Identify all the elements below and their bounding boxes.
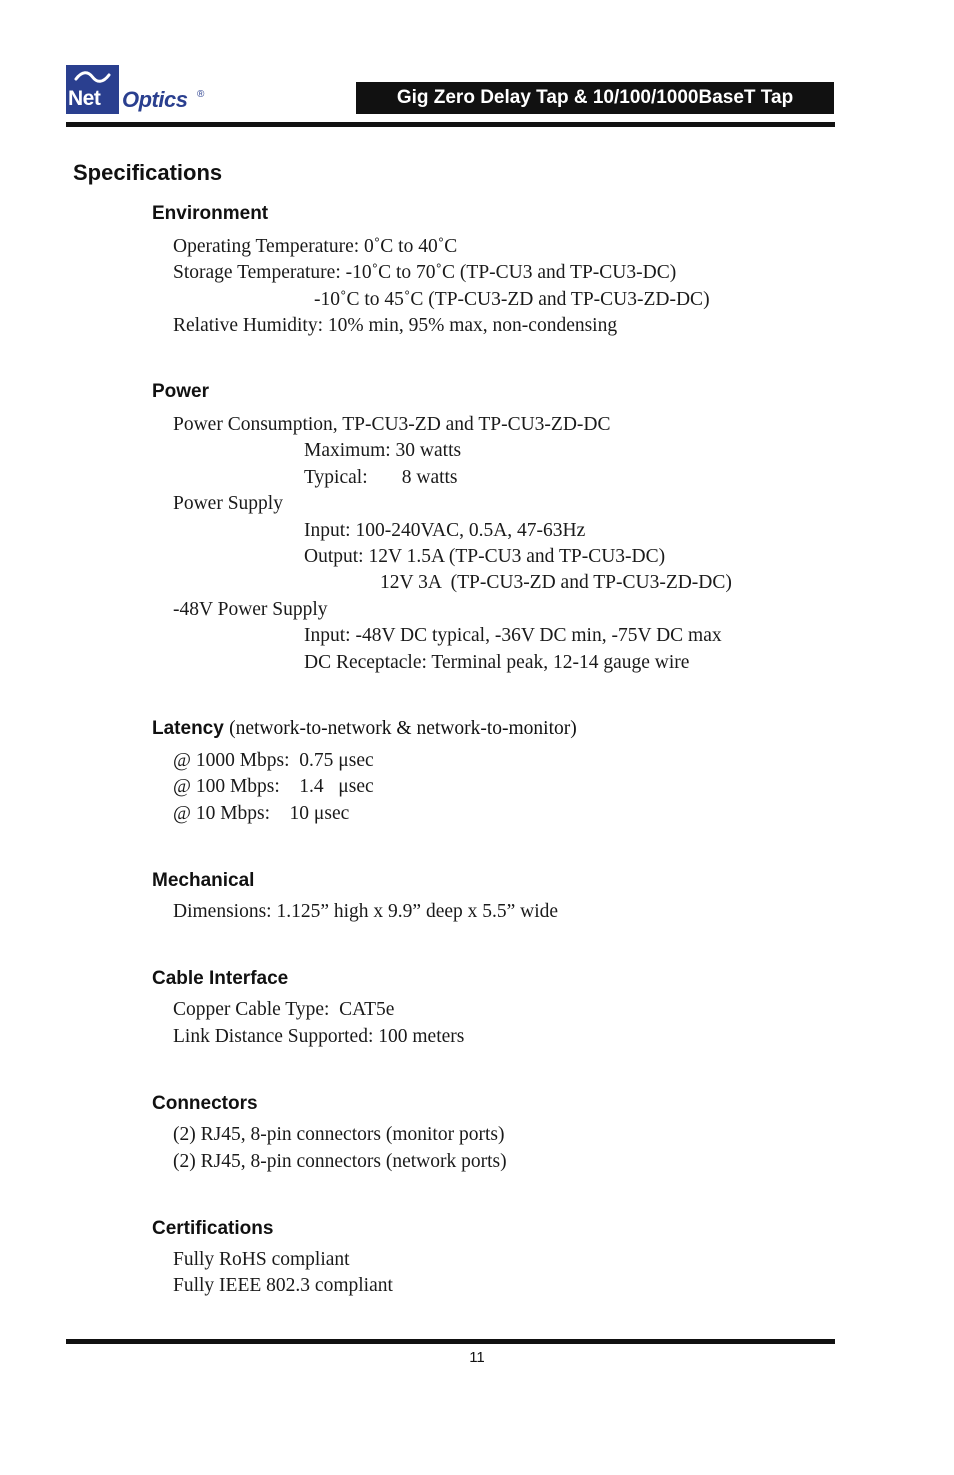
power-line: DC Receptacle: Terminal peak, 12-14 gauge wire: [304, 652, 690, 673]
environment-line: Storage Temperature: -10˚C to 70˚C (TP-CU3 and TP-CU3-DC): [173, 262, 677, 283]
latency-heading-text: Latency: [152, 718, 224, 739]
certifications-line: Fully RoHS compliant: [173, 1249, 350, 1270]
section-heading-mechanical: Mechanical: [152, 870, 255, 891]
page-title: Specifications: [73, 160, 223, 185]
logo-registered-mark: ®: [197, 89, 205, 100]
section-heading-certifications: Certifications: [152, 1218, 274, 1239]
logo-net-text: Net: [68, 87, 101, 110]
connectors-line: (2) RJ45, 8-pin connectors (monitor ports): [173, 1124, 505, 1145]
section-heading-cable-interface: Cable Interface: [152, 968, 289, 989]
power-line: Input: 100-240VAC, 0.5A, 47-63Hz: [304, 520, 586, 541]
logo-optics-text: Optics: [122, 87, 188, 112]
power-line: Maximum: 30 watts: [304, 440, 462, 461]
header-title-banner: Gig Zero Delay Tap & 10/100/1000BaseT Tap: [356, 82, 834, 114]
mechanical-line: Dimensions: 1.125” high x 9.9” deep x 5.5” wide: [173, 901, 559, 922]
latency-line: @ 10 Mbps: 10 μsec: [173, 803, 350, 824]
cable-interface-line: Copper Cable Type: CAT5e: [173, 999, 395, 1020]
cable-interface-line: Link Distance Supported: 100 meters: [173, 1026, 465, 1047]
power-line: Power Consumption, TP-CU3-ZD and TP-CU3-ZD-DC: [173, 414, 611, 435]
power-line: Output: 12V 1.5A (TP-CU3 and TP-CU3-DC): [304, 546, 666, 567]
environment-line: Relative Humidity: 10% min, 95% max, non-condensing: [173, 315, 618, 336]
certifications-line: Fully IEEE 802.3 compliant: [173, 1275, 393, 1296]
wave-icon: [74, 71, 111, 83]
environment-line: Operating Temperature: 0˚C to 40˚C: [173, 236, 458, 257]
section-heading-connectors: Connectors: [152, 1093, 258, 1114]
power-line: -48V Power Supply: [173, 599, 328, 620]
power-line: Typical: 8 watts: [304, 467, 458, 488]
environment-line: -10˚C to 45˚C (TP-CU3-ZD and TP-CU3-ZD-DC): [314, 289, 710, 310]
page-number: 11: [469, 1349, 485, 1366]
power-line: 12V 3A (TP-CU3-ZD and TP-CU3-ZD-DC): [380, 572, 732, 593]
section-heading-environment: Environment: [152, 203, 269, 224]
power-line: Input: -48V DC typical, -36V DC min, -75V DC max: [304, 625, 722, 646]
netoptics-logo: [66, 65, 220, 115]
connectors-line: (2) RJ45, 8-pin connectors (network ports): [173, 1151, 507, 1172]
power-line: Power Supply: [173, 493, 283, 514]
latency-note: (network-to-network & network-to-monitor): [229, 718, 577, 739]
footer-rule: [66, 1339, 835, 1344]
section-heading-power: Power: [152, 381, 210, 402]
logo-badge: [66, 65, 119, 114]
latency-line: @ 100 Mbps: 1.4 μsec: [173, 776, 374, 797]
section-heading-latency: [152, 718, 577, 740]
latency-line: @ 1000 Mbps: 0.75 μsec: [173, 750, 374, 771]
header-rule: [66, 122, 835, 127]
